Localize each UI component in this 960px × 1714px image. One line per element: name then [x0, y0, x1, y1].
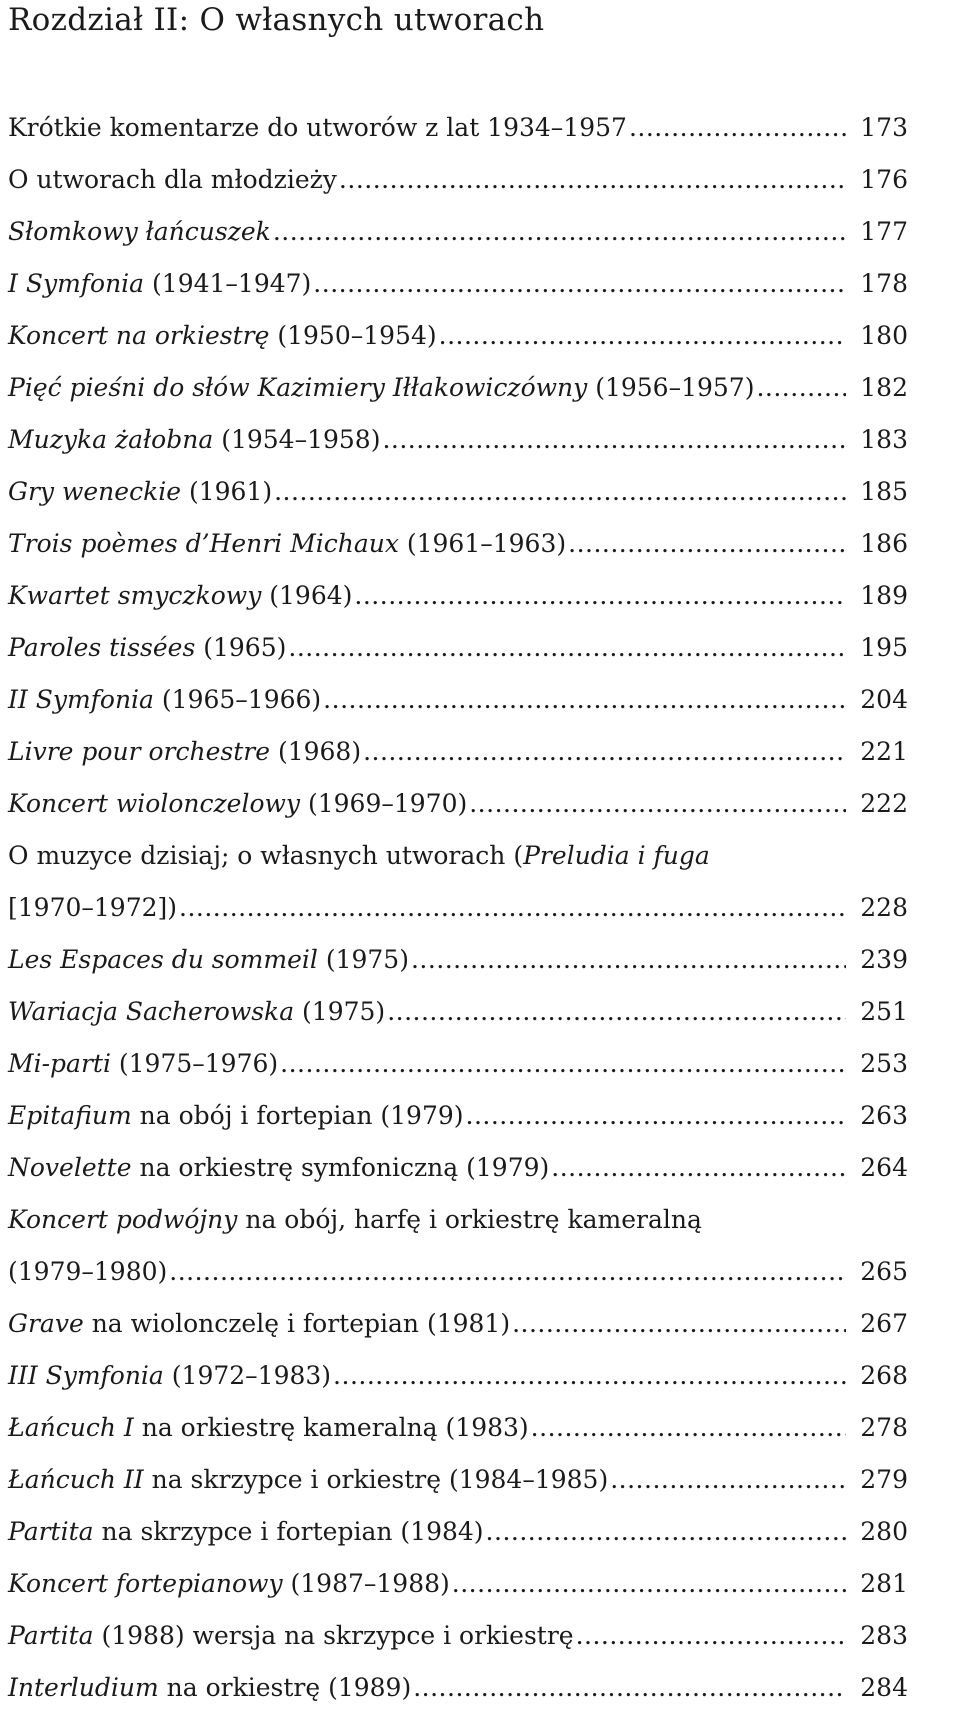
entry-title [8, 1142, 549, 1194]
entry-title [8, 310, 437, 362]
work-title: Łańcuch I [8, 1413, 134, 1442]
dot-leader [354, 570, 846, 622]
toc-entry[interactable] [8, 1454, 908, 1506]
toc-entry[interactable] [8, 1558, 908, 1610]
toc-entry[interactable] [8, 1194, 908, 1298]
toc-entry[interactable] [8, 310, 908, 362]
toc-entry-row [8, 986, 908, 1038]
page-number: 228 [860, 893, 908, 922]
toc-entry[interactable] [8, 570, 908, 622]
work-title: Livre pour orchestre [8, 737, 270, 766]
page-number: 284 [860, 1673, 908, 1702]
dot-leader [169, 1246, 846, 1298]
dot-leader [568, 518, 846, 570]
dot-leader [486, 1506, 846, 1558]
toc-entry[interactable] [8, 258, 908, 310]
toc-entry[interactable] [8, 1298, 908, 1350]
dot-leader [452, 1558, 846, 1610]
page-number: 186 [860, 529, 908, 558]
dot-leader [531, 1402, 846, 1454]
dot-leader [333, 1350, 846, 1402]
toc-entry-row [8, 102, 908, 154]
dot-leader [551, 1142, 846, 1194]
toc-entry-row [8, 1142, 908, 1194]
entry-title [8, 1454, 608, 1506]
dot-leader [280, 1038, 846, 1090]
work-title: Paroles tissées [8, 633, 196, 662]
toc-entry[interactable] [8, 1506, 908, 1558]
toc-entry-row [8, 1662, 908, 1714]
work-title: Mi-parti [8, 1049, 111, 1078]
entry-title [8, 102, 627, 154]
toc-entry[interactable] [8, 1662, 908, 1714]
dot-leader [411, 934, 846, 986]
work-title: Interludium [8, 1673, 159, 1702]
page-number: 239 [860, 945, 908, 974]
toc-entry[interactable] [8, 518, 908, 570]
entry-text: (1975–1976) [110, 1049, 279, 1078]
page-number: 178 [860, 269, 908, 298]
entry-title [8, 1246, 167, 1298]
page-number: 281 [860, 1569, 908, 1598]
entry-title [8, 570, 352, 622]
work-title: Novelette [8, 1153, 132, 1182]
dot-leader [439, 310, 846, 362]
page-number: 264 [860, 1153, 908, 1182]
dot-leader [629, 102, 846, 154]
entry-text: na wiolonczelę i fortepian (1981) [83, 1309, 511, 1338]
entry-text: (1975) [294, 997, 386, 1026]
dot-leader [387, 986, 846, 1038]
entry-text: O utworach dla młodzieży [8, 165, 337, 194]
toc-entry-row [8, 674, 908, 726]
dot-leader [466, 1090, 846, 1142]
entry-text: (1941–1947) [144, 269, 312, 298]
entry-title [8, 986, 385, 1038]
entry-text: na orkiestrę kameralną (1983) [133, 1413, 529, 1442]
dot-leader [756, 362, 846, 414]
toc-entry[interactable] [8, 362, 908, 414]
entry-text: Krótkie komentarze do utworów z lat 1934–1957 [8, 113, 627, 142]
work-title: I Symfonia [8, 269, 145, 298]
page-number: 222 [860, 789, 908, 818]
work-title: Kwartet smyczkowy [8, 581, 262, 610]
entry-title [8, 362, 754, 414]
entry-text: (1965) [195, 633, 287, 662]
entry-title [8, 1038, 278, 1090]
dot-leader [273, 206, 846, 258]
entry-text: na orkiestrę (1989) [158, 1673, 412, 1702]
page-number: 251 [860, 997, 908, 1026]
entry-text: na obój i fortepian (1979) [131, 1101, 464, 1130]
page-number: 173 [860, 113, 908, 142]
dot-leader [274, 466, 846, 518]
entry-text: na obój, harfę i orkiestrę kameralną [237, 1205, 702, 1234]
page-number: 189 [860, 581, 908, 610]
work-title: Słomkowy łańcuszek [8, 217, 271, 246]
page-number: 283 [860, 1621, 908, 1650]
entry-title [8, 1298, 510, 1350]
dot-leader [413, 1662, 846, 1714]
entry-title [8, 1558, 450, 1610]
entry-text: (1979–1980) [8, 1257, 168, 1286]
toc-entry-row [8, 1246, 908, 1298]
entry-text: na skrzypce i orkiestrę (1984–1985) [143, 1465, 609, 1494]
entry-title [8, 1402, 529, 1454]
work-title: Trois poèmes d’Henri Michaux [8, 529, 399, 558]
entry-text: O muzyce dzisiaj; o własnych utworach ( [8, 841, 524, 870]
work-title: Preludia i fuga [523, 841, 710, 870]
entry-title [8, 778, 467, 830]
page-number: 263 [860, 1101, 908, 1130]
toc-entry-first-line [8, 1194, 908, 1246]
entry-text: (1961–1963) [398, 529, 567, 558]
entry-title [8, 1090, 464, 1142]
toc-entry-row [8, 1506, 908, 1558]
entry-text: (1954–1958) [213, 425, 381, 454]
toc-entry-row [8, 726, 908, 778]
toc-entry[interactable] [8, 1038, 908, 1090]
entry-title [8, 674, 321, 726]
toc-entry-row [8, 882, 908, 934]
dot-leader [576, 1610, 846, 1662]
page-number: 204 [860, 685, 908, 714]
toc-entry[interactable] [8, 934, 908, 986]
entry-title [8, 622, 286, 674]
work-title: Partita [8, 1621, 94, 1650]
chapter-title: Rozdział II: O własnych utworach [8, 2, 545, 38]
entry-text: (1988) wersja na skrzypce i orkiestrę [93, 1621, 574, 1650]
toc-entry-row [8, 1350, 908, 1402]
dot-leader [363, 726, 846, 778]
work-title: Les Espaces du sommeil [8, 945, 318, 974]
toc-entry-row [8, 414, 908, 466]
page-number: 177 [860, 217, 908, 246]
toc-entry[interactable] [8, 726, 908, 778]
toc-entry-row [8, 310, 908, 362]
entry-text: na skrzypce i fortepian (1984) [93, 1517, 484, 1546]
toc-entry-row [8, 1610, 908, 1662]
page-number: 280 [860, 1517, 908, 1546]
work-title: Gry weneckie [8, 477, 182, 506]
entry-title [8, 154, 337, 206]
toc-entry[interactable] [8, 986, 908, 1038]
toc-entry[interactable] [8, 830, 908, 934]
toc-entry[interactable] [8, 778, 908, 830]
toc-entry[interactable] [8, 1402, 908, 1454]
entry-title [8, 882, 177, 934]
entry-title [8, 726, 361, 778]
work-title: Koncert podwójny [8, 1205, 238, 1234]
toc-entry-row [8, 362, 908, 414]
entry-text: (1972–1983) [163, 1361, 332, 1390]
toc-entry-row [8, 570, 908, 622]
entry-text: (1961) [181, 477, 273, 506]
entry-title [8, 934, 409, 986]
toc-entry[interactable] [8, 414, 908, 466]
toc-entry-row [8, 778, 908, 830]
page-number: 176 [860, 165, 908, 194]
dot-leader [469, 778, 846, 830]
entry-text: (1965–1966) [153, 685, 322, 714]
toc-entry-row [8, 466, 908, 518]
toc-entry-row [8, 154, 908, 206]
entry-text: [1970–1972]) [8, 893, 178, 922]
entry-text: (1956–1957) [587, 373, 755, 402]
entry-text: (1987–1988) [282, 1569, 450, 1598]
toc-entry-row [8, 1454, 908, 1506]
entry-title [8, 466, 272, 518]
dot-leader [179, 882, 846, 934]
toc-entry[interactable] [8, 1090, 908, 1142]
toc-entry[interactable] [8, 1610, 908, 1662]
entry-title [8, 206, 271, 258]
toc-entry-row [8, 1090, 908, 1142]
toc-page [8, 0, 908, 1705]
entry-title [8, 414, 380, 466]
toc-entry[interactable] [8, 622, 908, 674]
toc-entry[interactable] [8, 466, 908, 518]
entry-title [8, 1662, 411, 1714]
entry-text: (1950–1954) [269, 321, 437, 350]
page-number: 185 [860, 477, 908, 506]
entry-text: (1968) [270, 737, 362, 766]
entry-text: na orkiestrę symfoniczną (1979) [131, 1153, 550, 1182]
work-title: Łańcuch II [8, 1465, 144, 1494]
page-number: 265 [860, 1257, 908, 1286]
table-of-contents [8, 102, 908, 1714]
page-number: 267 [860, 1309, 908, 1338]
toc-entry-row [8, 1298, 908, 1350]
toc-entry[interactable] [8, 1142, 908, 1194]
entry-text: (1975) [317, 945, 409, 974]
page-number: 195 [860, 633, 908, 662]
dot-leader [382, 414, 846, 466]
toc-entry-row [8, 1402, 908, 1454]
entry-title [8, 518, 566, 570]
page-number: 182 [860, 373, 908, 402]
entry-title [8, 1350, 331, 1402]
work-title: Partita [8, 1517, 94, 1546]
toc-entry-row [8, 206, 908, 258]
entry-title [8, 1506, 484, 1558]
toc-entry-row [8, 518, 908, 570]
dot-leader [323, 674, 846, 726]
work-title: III Symfonia [8, 1361, 164, 1390]
work-title: Muzyka żałobna [8, 425, 214, 454]
entry-title [8, 258, 311, 310]
page-number: 268 [860, 1361, 908, 1390]
toc-entry-first-line [8, 830, 908, 882]
dot-leader [313, 258, 846, 310]
work-title: Koncert wiolonczelowy [8, 789, 301, 818]
work-title: Pięć pieśni do słów Kazimiery Iłłakowiczówny [8, 373, 588, 402]
toc-entry-row [8, 258, 908, 310]
work-title: II Symfonia [8, 685, 154, 714]
dot-leader [512, 1298, 846, 1350]
work-title: Koncert fortepianowy [8, 1569, 283, 1598]
page-number: 279 [860, 1465, 908, 1494]
page-number: 183 [860, 425, 908, 454]
toc-entry[interactable] [8, 102, 908, 154]
entry-title [8, 1610, 574, 1662]
dot-leader [288, 622, 846, 674]
page-number: 253 [860, 1049, 908, 1078]
toc-entry-row [8, 934, 908, 986]
page-number: 221 [860, 737, 908, 766]
work-title: Epitafium [8, 1101, 132, 1130]
toc-entry[interactable] [8, 1350, 908, 1402]
page-number: 180 [860, 321, 908, 350]
work-title: Wariacja Sacherowska [8, 997, 295, 1026]
toc-entry[interactable] [8, 674, 908, 726]
dot-leader [610, 1454, 846, 1506]
toc-entry-row [8, 1558, 908, 1610]
entry-text: (1969–1970) [300, 789, 468, 818]
toc-entry[interactable] [8, 154, 908, 206]
work-title: Koncert na orkiestrę [8, 321, 270, 350]
toc-entry-row [8, 1038, 908, 1090]
toc-entry[interactable] [8, 206, 908, 258]
page-number: 278 [860, 1413, 908, 1442]
dot-leader [339, 154, 846, 206]
work-title: Grave [8, 1309, 84, 1338]
toc-entry-row [8, 622, 908, 674]
entry-text: (1964) [261, 581, 353, 610]
